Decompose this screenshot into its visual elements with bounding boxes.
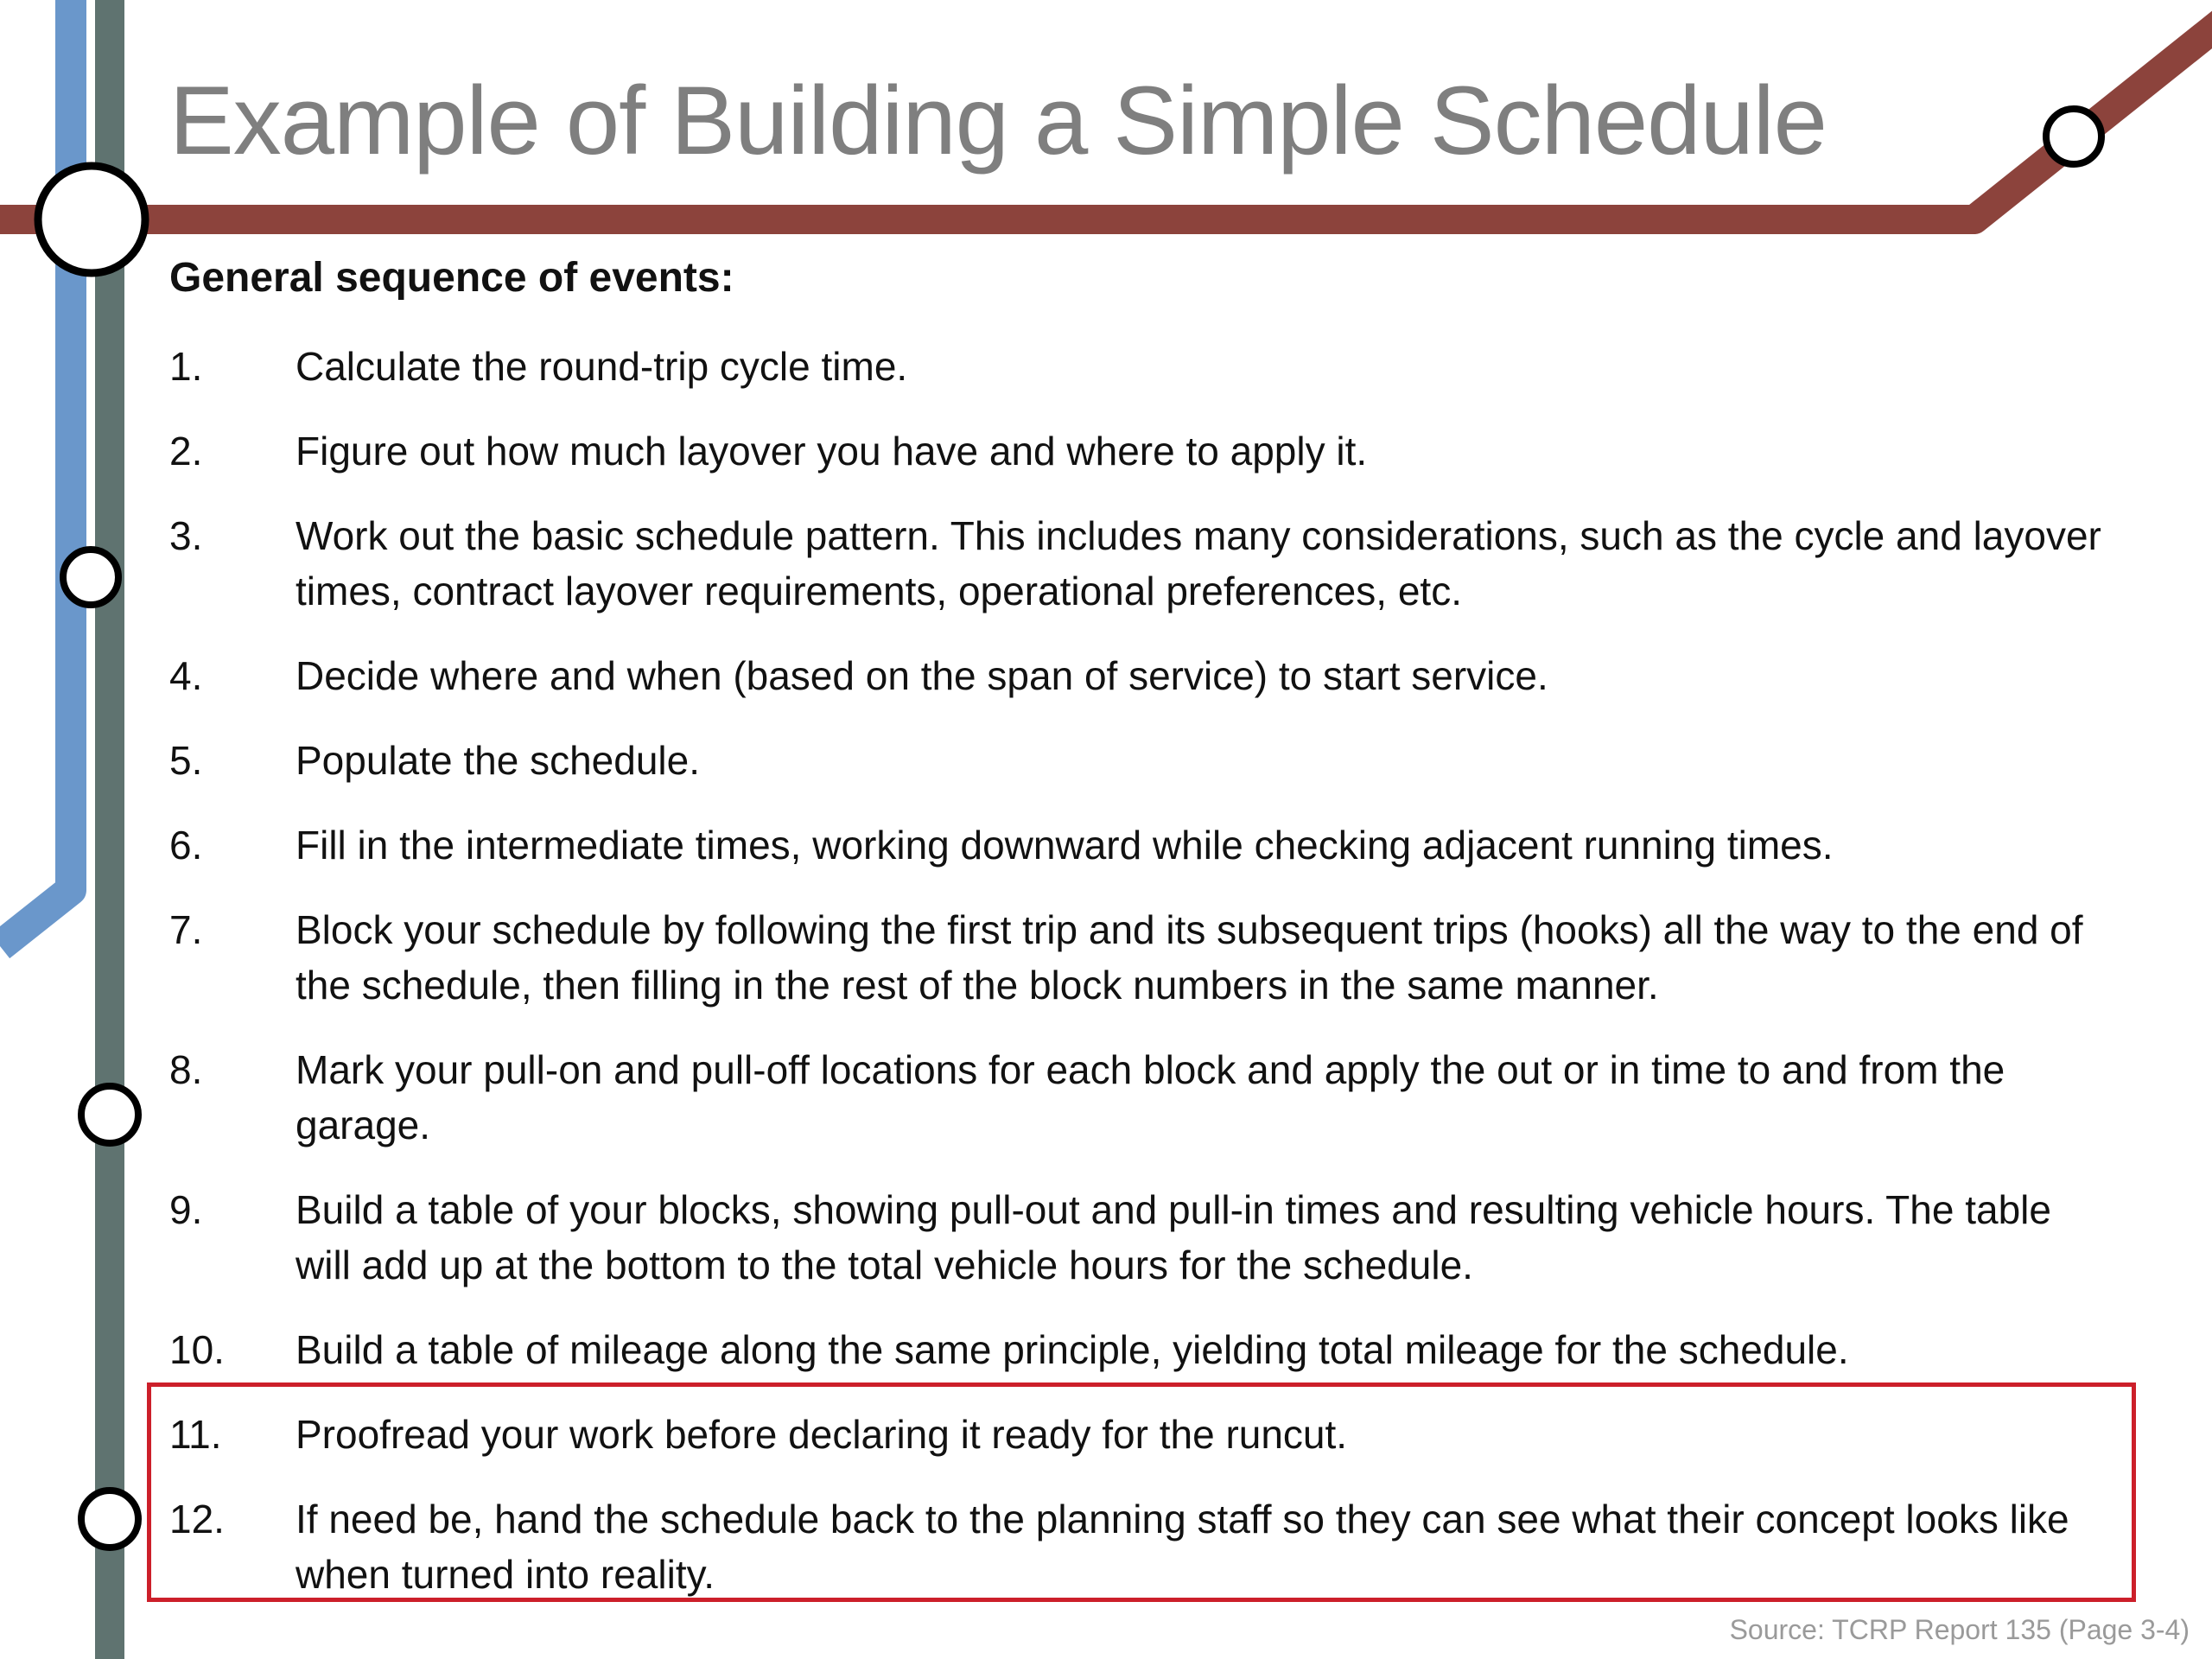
list-item bbox=[169, 817, 2113, 873]
step-number: 7. bbox=[169, 907, 203, 952]
list-item bbox=[169, 423, 2113, 479]
section-heading: General sequence of events: bbox=[169, 255, 734, 301]
step-number: 4. bbox=[169, 653, 203, 698]
list-item bbox=[169, 339, 2113, 394]
step-number: 10. bbox=[169, 1327, 225, 1372]
list-item bbox=[169, 648, 2113, 703]
step-text: Block your schedule by following the first trip and its subsequent trips (hooks) all the way to the end of the schedule, then filling in the rest of the block numbers in the same manner. bbox=[296, 907, 2083, 1007]
station-major-circle bbox=[38, 166, 145, 273]
step-text: Build a table of your blocks, showing pull-out and pull-in times and resulting vehicle hours. The table will add up at the bottom to the total vehicle hours for the schedule. bbox=[296, 1187, 2051, 1287]
step-text: Proofread your work before declaring it ready for the runcut. bbox=[296, 1412, 1348, 1457]
station-circle bbox=[63, 550, 118, 605]
step-text: Populate the schedule. bbox=[296, 738, 701, 783]
step-number: 12. bbox=[169, 1497, 225, 1541]
step-text: Work out the basic schedule pattern. This includes many considerations, such as the cycle and layover times, contract layover requirements, operational preferences, etc. bbox=[296, 513, 2101, 613]
list-item bbox=[169, 902, 2113, 1013]
step-text: Fill in the intermediate times, working downward while checking adjacent running times. bbox=[296, 823, 1834, 868]
page-title: Example of Building a Simple Schedule bbox=[169, 67, 1827, 175]
source-citation: Source: TCRP Report 135 (Page 3-4) bbox=[1729, 1614, 2190, 1645]
step-text: Figure out how much layover you have and where to apply it. bbox=[296, 429, 1368, 474]
list-item bbox=[169, 1042, 2113, 1153]
list-item bbox=[169, 733, 2113, 788]
list-item bbox=[169, 508, 2113, 619]
station-circle bbox=[81, 1491, 138, 1548]
step-text: Calculate the round-trip cycle time. bbox=[296, 344, 908, 389]
step-number: 1. bbox=[169, 344, 203, 389]
step-number: 2. bbox=[169, 429, 203, 474]
step-text: Build a table of mileage along the same principle, yielding total mileage for the schedule. bbox=[296, 1327, 1849, 1372]
list-item bbox=[169, 1407, 2113, 1462]
step-number: 8. bbox=[169, 1047, 203, 1092]
station-circle bbox=[81, 1086, 138, 1143]
step-number: 5. bbox=[169, 738, 203, 783]
step-text: Mark your pull-on and pull-off locations for each block and apply the out or in time to and from the garage. bbox=[296, 1047, 2005, 1147]
step-number: 6. bbox=[169, 823, 203, 868]
blue-transit-line bbox=[0, 0, 71, 946]
list-item bbox=[169, 1182, 2113, 1293]
station-circle bbox=[2046, 109, 2101, 164]
step-text: Decide where and when (based on the span of service) to start service. bbox=[296, 653, 1548, 698]
step-number: 3. bbox=[169, 513, 203, 558]
list-item bbox=[169, 1322, 2113, 1377]
step-number: 11. bbox=[169, 1412, 222, 1457]
step-text: If need be, hand the schedule back to the planning staff so they can see what their concept looks like when turned into reality. bbox=[296, 1497, 2069, 1597]
step-number: 9. bbox=[169, 1187, 203, 1232]
list-item bbox=[169, 1491, 2113, 1602]
